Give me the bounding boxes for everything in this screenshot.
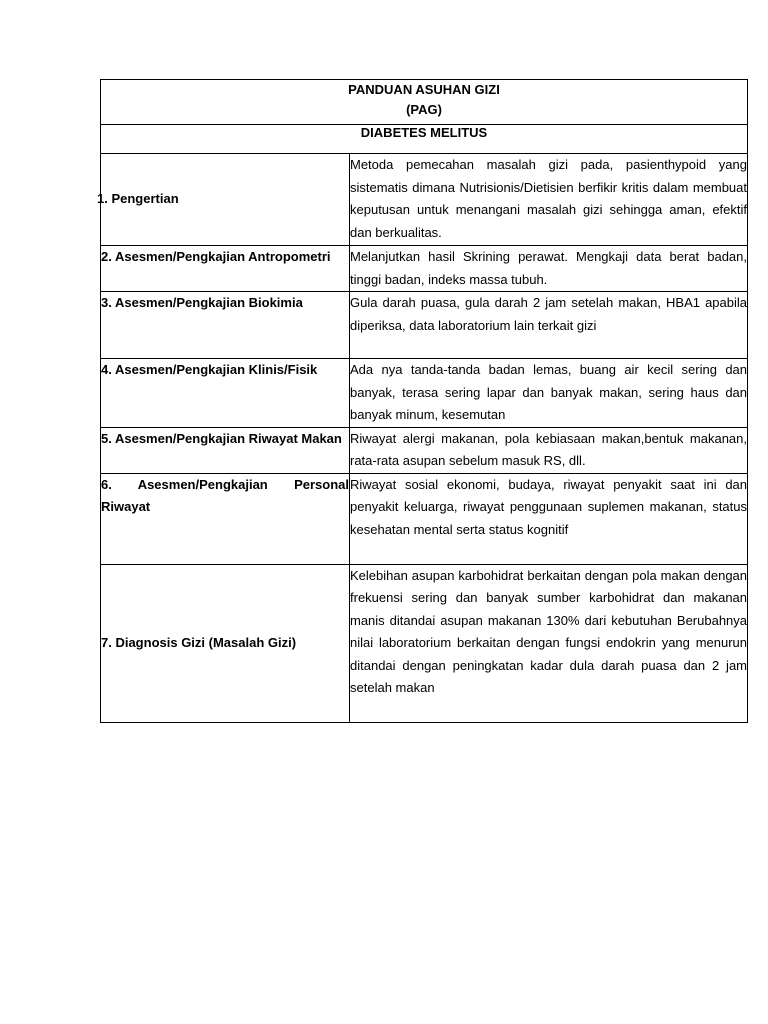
- document-title: [101, 80, 748, 125]
- title-line-1: PANDUAN ASUHAN GIZI: [348, 82, 500, 97]
- table-row: [101, 154, 748, 246]
- row-content-klinis: Ada nya tanda-tanda badan lemas, buang air kecil sering dan banyak, terasa sering lapar dan banyak makan, sering haus dan banyak minum, kesemutan: [350, 359, 748, 428]
- row-label-riwayat-makan: 5. Asesmen/Pengkajian Riwayat Makan: [101, 427, 350, 473]
- table-row: [101, 473, 748, 564]
- row-content-antropometri: Melanjutkan hasil Skrining perawat. Mengkaji data berat badan, tinggi badan, indeks massa tubuh.: [350, 246, 748, 292]
- row-content-pengertian: Metoda pemecahan masalah gizi pada, pasienthypoid yang sistematis dimana Nutrisionis/Dietisien berfikir kritis dalam membuat keputusan untuk menangani masalah gizi sehingga aman, efektif dan berkualitas.: [350, 154, 748, 246]
- row-content-riwayat-makan: Riwayat alergi makanan, pola kebiasaan makan,bentuk makanan, rata-rata asupan sebelum masuk RS, dll.: [350, 427, 748, 473]
- row-label-diagnosis: 7. Diagnosis Gizi (Masalah Gizi): [101, 564, 350, 722]
- table-row: [101, 292, 748, 359]
- table-row: [101, 359, 748, 428]
- header-row-subtitle: [101, 125, 748, 154]
- row-label-biokimia: 3. Asesmen/Pengkajian Biokimia: [101, 292, 350, 359]
- table-row: [101, 564, 748, 722]
- row-label-text: 1. Pengertian: [97, 191, 179, 207]
- row-label-pengertian: [97, 154, 350, 246]
- row-content-diagnosis: Kelebihan asupan karbohidrat berkaitan dengan pola makan dengan frekuensi sering dan banyak sumber karbohidrat dan makanan manis ditandai asupan makanan 130% dari kebutuhan Berubahnya nilai laboratorium berkaitan dengan fungsi endokrin yang menurun ditandai dengan peningkatan kadar dula darah puasa dan 2 jam setelah makan: [350, 564, 748, 722]
- table-row: [101, 427, 748, 473]
- row-content-biokimia: Gula darah puasa, gula darah 2 jam setelah makan, HBA1 apabila diperiksa, data laboratorium lain terkait gizi: [350, 292, 748, 359]
- row-label-antropometri: 2. Asesmen/Pengkajian Antropometri: [101, 246, 350, 292]
- header-row-title: [101, 80, 748, 125]
- subtitle-text: DIABETES MELITUS: [360, 125, 488, 140]
- row-label-klinis: 4. Asesmen/Pengkajian Klinis/Fisik: [101, 359, 350, 428]
- row-label-personal-riwayat: 6. Asesmen/Pengkajian Personal Riwayat: [101, 473, 350, 564]
- row-content-personal-riwayat: Riwayat sosial ekonomi, budaya, riwayat penyakit saat ini dan penyakit keluarga, riwayat penggunaan suplemen makanan, status kesehatan mental serta status kognitif: [350, 473, 748, 564]
- document-subtitle: [101, 125, 748, 154]
- pag-table: [97, 79, 748, 723]
- table-row: [101, 246, 748, 292]
- title-line-2: (PAG): [406, 102, 442, 117]
